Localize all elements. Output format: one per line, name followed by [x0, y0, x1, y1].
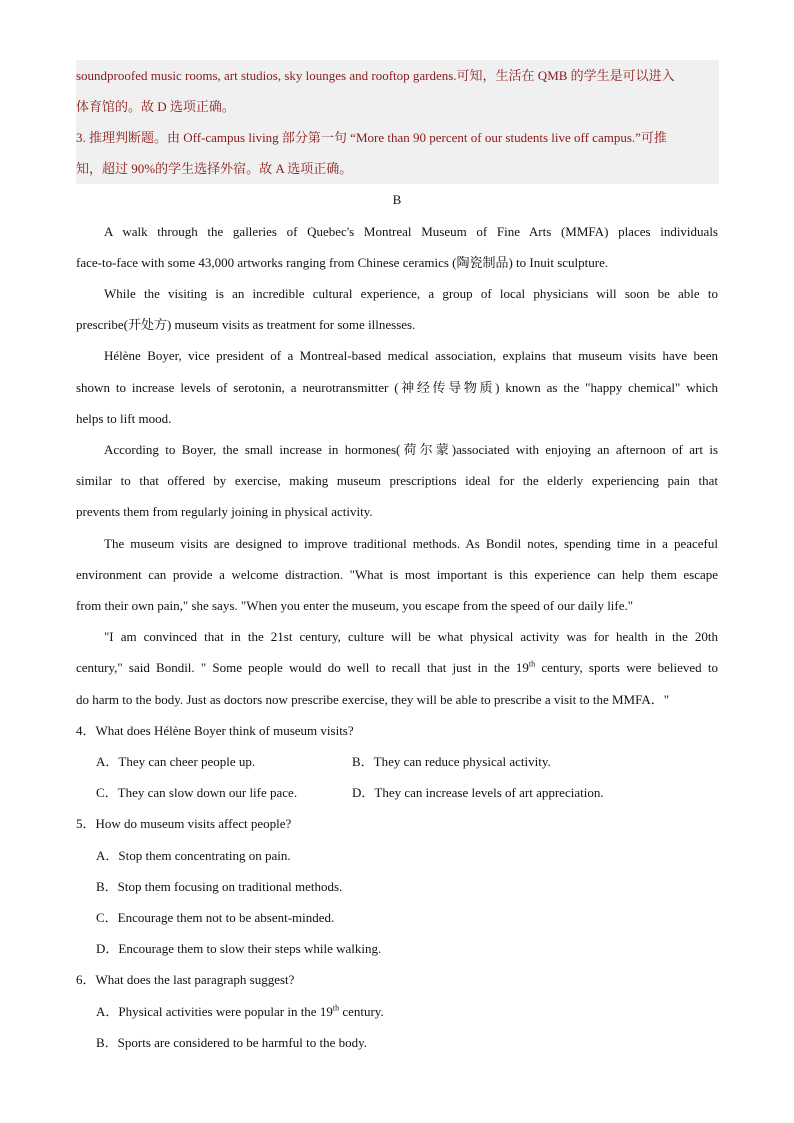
passage-line: similar to that offered by exercise, making museum prescriptions ideal for the elderly experiencing pain that	[76, 473, 718, 488]
answer-line-1: soundproofed music rooms, art studios, sky lounges and rooftop gardens.可知，生活在 QMB 的学生是可以进入	[76, 68, 675, 83]
answer-line-4: 知，超过 90%的学生选择外宿。故 A 选项正确。	[76, 161, 353, 176]
question-6-option-b: B．Sports are considered to be harmful to the body.	[96, 1035, 368, 1050]
superscript-th: th	[528, 660, 536, 669]
passage-line: shown to increase levels of serotonin, a neurotransmitter (神经传导物质) known as the "happy chemical" which	[76, 380, 718, 395]
passage-line: prescribe(开处方) museum visits as treatment for some illnesses.	[76, 317, 416, 332]
passage-line: The museum visits are designed to improve traditional methods. As Bondil notes, spending time in a peaceful	[104, 536, 718, 551]
question-6-stem: 6．What does the last paragraph suggest?	[76, 972, 295, 987]
passage-line: A walk through the galleries of Quebec's Montreal Museum of Fine Arts (MMFA) places individuals	[104, 224, 718, 239]
passage-line: Hélène Boyer, vice president of a Montreal-based medical association, explains that museum visits have been	[104, 348, 718, 363]
superscript-th: th	[332, 1003, 340, 1013]
option-text-part: century.	[339, 1004, 384, 1019]
passage-line: "I am convinced that in the 21st century, culture will be what physical activity was for health in the 20th	[104, 629, 718, 644]
question-5-option-a: A．Stop them concentrating on pain.	[96, 848, 291, 863]
answer-line-3: 3. 推理判断题。由 Off-campus living 部分第一句 “More than 90 percent of our students live off campus.”可推	[76, 130, 667, 145]
passage-line: from their own pain," she says. "When you enter the museum, you escape from the speed of our daily life."	[76, 598, 634, 613]
question-4-option-a: A．They can cheer people up.	[96, 754, 256, 769]
passage-line: face-to-face with some 43,000 artworks ranging from Chinese ceramics (陶瓷制品) to Inuit sculpture.	[76, 255, 609, 270]
question-5-stem: 5．How do museum visits affect people?	[76, 816, 292, 831]
question-5-option-b: B．Stop them focusing on traditional methods.	[96, 879, 343, 894]
passage-line-part: century," said Bondil. " Some people would do well to recall that just in the 19	[76, 660, 529, 675]
question-4-option-b: B．They can reduce physical activity.	[352, 754, 551, 769]
question-5-option-c: C．Encourage them not to be absent-minded.	[96, 910, 335, 925]
question-4-stem: 4．What does Hélène Boyer think of museum visits?	[76, 723, 354, 738]
passage-line	[76, 660, 718, 676]
question-4-option-d: D．They can increase levels of art appreciation.	[352, 785, 604, 800]
section-heading: B	[392, 192, 402, 207]
passage-line: While the visiting is an incredible cultural experience, a group of local physicians will soon be able to	[104, 286, 718, 301]
passage-line: prevents them from regularly joining in physical activity.	[76, 504, 373, 519]
passage-line: do harm to the body. Just as doctors now prescribe exercise, they will be able to prescribe a visit to the MMFA．"	[76, 692, 670, 707]
passage-line: helps to lift mood.	[76, 411, 172, 426]
question-6-option-a	[96, 1004, 384, 1020]
answer-line-2: 体育馆的。故 D 选项正确。	[76, 99, 235, 114]
passage-line: environment can provide a welcome distraction. "What is most important is this experience can help them escape	[76, 567, 718, 582]
option-text-part: A．Physical activities were popular in the 19	[96, 1004, 333, 1019]
question-5-option-d: D．Encourage them to slow their steps while walking.	[96, 941, 382, 956]
question-4-option-c: C．They can slow down our life pace.	[96, 785, 298, 800]
passage-line-part: century, sports were believed to	[535, 660, 718, 675]
passage-line: According to Boyer, the small increase in hormones(荷尔蒙)associated with enjoying an afternoon of art is	[104, 442, 718, 457]
